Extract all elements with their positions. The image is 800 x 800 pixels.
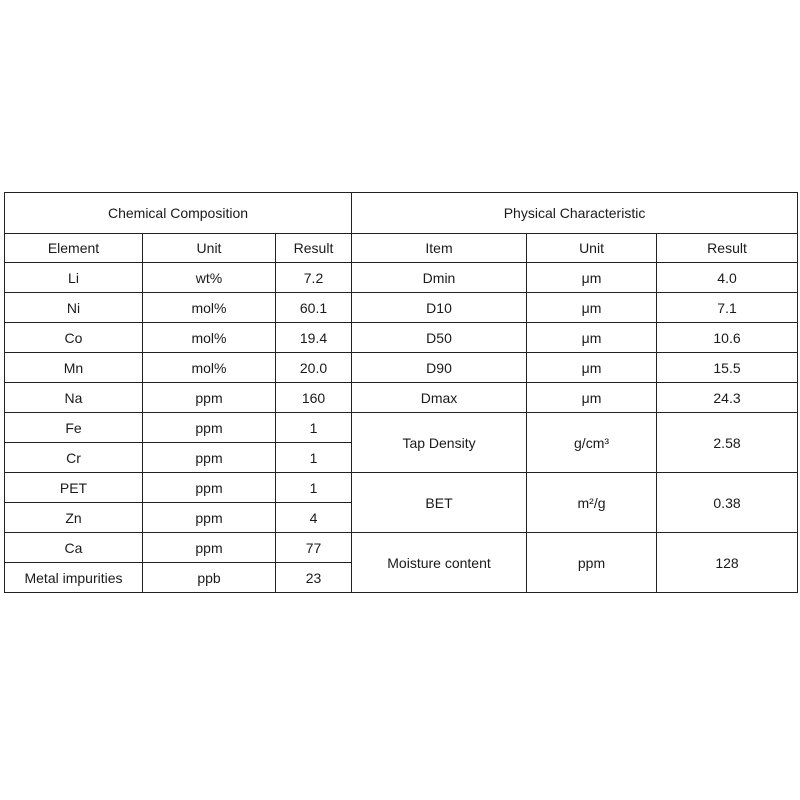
chemical-header-unit: Unit (143, 234, 276, 263)
physical-item-cell: Dmax (352, 383, 527, 413)
chemical-result-cell: 160 (276, 383, 352, 413)
chemical-result-cell: 60.1 (276, 293, 352, 323)
chemical-result-cell: 20.0 (276, 353, 352, 383)
physical-unit-cell: μm (527, 293, 657, 323)
column-header-row (5, 234, 798, 263)
chemical-result-cell: 19.4 (276, 323, 352, 353)
table-row (5, 473, 798, 503)
physical-unit-cell: μm (527, 353, 657, 383)
chemical-header-element: Element (5, 234, 143, 263)
chemical-result-cell: 1 (276, 443, 352, 473)
chemical-element-cell: PET (5, 473, 143, 503)
physical-unit-cell: g/cm³ (527, 413, 657, 473)
physical-characteristic-title: Physical Characteristic (352, 193, 798, 234)
physical-result-cell: 128 (657, 533, 798, 593)
table-row (5, 353, 798, 383)
table-row (5, 323, 798, 353)
table-row (5, 293, 798, 323)
chemical-element-cell: Zn (5, 503, 143, 533)
chemical-unit-cell: ppm (143, 383, 276, 413)
physical-result-cell: 10.6 (657, 323, 798, 353)
chemical-header-result: Result (276, 234, 352, 263)
chemical-unit-cell: wt% (143, 263, 276, 293)
physical-header-item: Item (352, 234, 527, 263)
physical-unit-cell: μm (527, 323, 657, 353)
chemical-element-cell: Metal impurities (5, 563, 143, 593)
chemical-unit-cell: ppm (143, 503, 276, 533)
physical-result-cell: 0.38 (657, 473, 798, 533)
physical-item-cell: D90 (352, 353, 527, 383)
chemical-unit-cell: ppm (143, 533, 276, 563)
physical-unit-cell: μm (527, 383, 657, 413)
chemical-unit-cell: ppm (143, 443, 276, 473)
chemical-element-cell: Ni (5, 293, 143, 323)
physical-item-cell: BET (352, 473, 527, 533)
physical-header-result: Result (657, 234, 798, 263)
table-row (5, 383, 798, 413)
chemical-result-cell: 1 (276, 413, 352, 443)
physical-header-unit: Unit (527, 234, 657, 263)
physical-result-cell: 2.58 (657, 413, 798, 473)
chemical-unit-cell: mol% (143, 353, 276, 383)
chemical-element-cell: Na (5, 383, 143, 413)
chemical-unit-cell: ppm (143, 413, 276, 443)
table-row (5, 533, 798, 563)
physical-unit-cell: m²/g (527, 473, 657, 533)
physical-result-cell: 4.0 (657, 263, 798, 293)
physical-result-cell: 24.3 (657, 383, 798, 413)
physical-item-cell: D10 (352, 293, 527, 323)
physical-item-cell: Tap Density (352, 413, 527, 473)
physical-unit-cell: μm (527, 263, 657, 293)
chemical-composition-title: Chemical Composition (5, 193, 352, 234)
specification-table (4, 192, 798, 593)
chemical-unit-cell: ppb (143, 563, 276, 593)
physical-unit-cell: ppm (527, 533, 657, 593)
physical-result-cell: 15.5 (657, 353, 798, 383)
chemical-result-cell: 4 (276, 503, 352, 533)
physical-item-cell: Moisture content (352, 533, 527, 593)
chemical-element-cell: Cr (5, 443, 143, 473)
chemical-unit-cell: mol% (143, 323, 276, 353)
chemical-element-cell: Ca (5, 533, 143, 563)
chemical-result-cell: 77 (276, 533, 352, 563)
physical-result-cell: 7.1 (657, 293, 798, 323)
chemical-unit-cell: ppm (143, 473, 276, 503)
chemical-unit-cell: mol% (143, 293, 276, 323)
chemical-element-cell: Li (5, 263, 143, 293)
chemical-element-cell: Co (5, 323, 143, 353)
chemical-result-cell: 23 (276, 563, 352, 593)
table-row (5, 413, 798, 443)
chemical-result-cell: 7.2 (276, 263, 352, 293)
physical-item-cell: D50 (352, 323, 527, 353)
physical-item-cell: Dmin (352, 263, 527, 293)
section-header-row (5, 193, 798, 234)
chemical-element-cell: Fe (5, 413, 143, 443)
table-row (5, 263, 798, 293)
chemical-element-cell: Mn (5, 353, 143, 383)
chemical-result-cell: 1 (276, 473, 352, 503)
